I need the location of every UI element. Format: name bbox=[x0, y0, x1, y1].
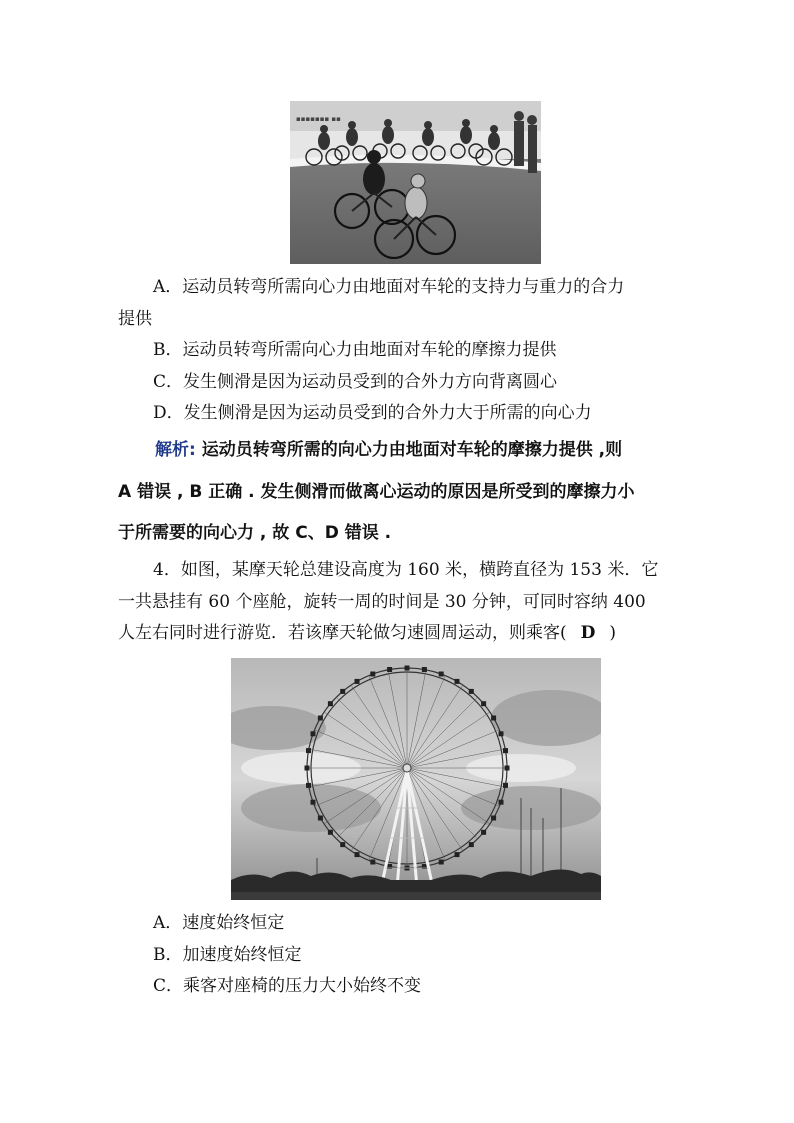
ferris-cabin bbox=[340, 689, 345, 694]
q3-option-a-line1: A．运动员转弯所需向心力由地面对车轮的支持力与重力的合力 bbox=[153, 277, 625, 297]
ferris-cabin bbox=[387, 667, 392, 672]
q4-option-a: A．速度始终恒定 bbox=[153, 913, 285, 933]
ferris-cabin bbox=[328, 701, 333, 706]
ferris-cabin bbox=[370, 860, 375, 865]
svg-text:▪▪▪▪▪▪▪ ▪▪: ▪▪▪▪▪▪▪ ▪▪ bbox=[296, 115, 341, 123]
q4-answer: D bbox=[580, 623, 596, 643]
q4-close-paren: ) bbox=[609, 623, 617, 643]
ferris-cabin bbox=[505, 766, 510, 771]
ferris-cabin bbox=[499, 731, 504, 736]
q4-stem-line1: 4．如图，某摩天轮总建设高度为 160 米，横跨直径为 153 米．它 bbox=[153, 560, 659, 580]
q4-stem-line3 bbox=[118, 622, 616, 644]
ferris-cabin bbox=[469, 689, 474, 694]
ferris-cabin bbox=[491, 816, 496, 821]
ferris-cabin bbox=[439, 672, 444, 677]
q4-option-b: B．加速度始终恒定 bbox=[153, 945, 302, 965]
explanation-label: 解析: bbox=[155, 440, 196, 460]
ferris-cabin bbox=[318, 716, 323, 721]
ferris-cabin bbox=[355, 852, 360, 857]
ferris-cabin bbox=[455, 852, 460, 857]
ferris-cabin bbox=[318, 816, 323, 821]
explanation-text-1: 运动员转弯所需的向心力由地面对车轮的摩擦力提供 ,则 bbox=[195, 440, 623, 460]
ferris-cabin bbox=[481, 830, 486, 835]
cyclists-photo bbox=[290, 101, 541, 264]
q4-stem-line2: 一共悬挂有 60 个座舱，旋转一周的时间是 30 分钟，可同时容纳 400 bbox=[118, 592, 646, 612]
q3-option-c: C．发生侧滑是因为运动员受到的合外力方向背离圆心 bbox=[153, 372, 558, 392]
ferris-cabin bbox=[439, 860, 444, 865]
ferris-cabin bbox=[503, 783, 508, 788]
ferris-cabin bbox=[491, 716, 496, 721]
q3-option-d: D．发生侧滑是因为运动员受到的合外力大于所需的向心力 bbox=[153, 403, 592, 423]
ferris-cabin bbox=[306, 748, 311, 753]
ferris-cabin bbox=[455, 679, 460, 684]
ferris-cabin bbox=[311, 731, 316, 736]
ferris-cabin bbox=[328, 830, 333, 835]
q3-explanation-line1 bbox=[155, 439, 622, 461]
ferris-wheel-photo bbox=[231, 658, 601, 900]
ferris-cabin bbox=[370, 672, 375, 677]
ferris-cabin bbox=[405, 666, 410, 671]
ferris-cabin bbox=[340, 842, 345, 847]
q3-option-a-line2: 提供 bbox=[118, 309, 152, 329]
ferris-cabin bbox=[499, 800, 504, 805]
q3-explanation-line2: A 错误 , B 正确 . 发生侧滑而做离心运动的原因是所受到的摩擦力小 bbox=[118, 482, 635, 502]
ferris-cabin bbox=[306, 783, 311, 788]
ferris-cabin bbox=[422, 667, 427, 672]
q3-explanation-line3: 于所需要的向心力 , 故 C、D 错误 . bbox=[118, 523, 392, 543]
ferris-cabin bbox=[469, 842, 474, 847]
q4-option-c: C．乘客对座椅的压力大小始终不变 bbox=[153, 976, 422, 996]
ferris-cabin bbox=[311, 800, 316, 805]
ferris-cabin bbox=[305, 766, 310, 771]
q3-option-b: B．运动员转弯所需向心力由地面对车轮的摩擦力提供 bbox=[153, 340, 557, 360]
ferris-cabin bbox=[355, 679, 360, 684]
ferris-cabin bbox=[503, 748, 508, 753]
q4-stem-text: 人左右同时进行游览．若该摩天轮做匀速圆周运动，则乘客( bbox=[118, 623, 567, 643]
ferris-cabin bbox=[481, 701, 486, 706]
